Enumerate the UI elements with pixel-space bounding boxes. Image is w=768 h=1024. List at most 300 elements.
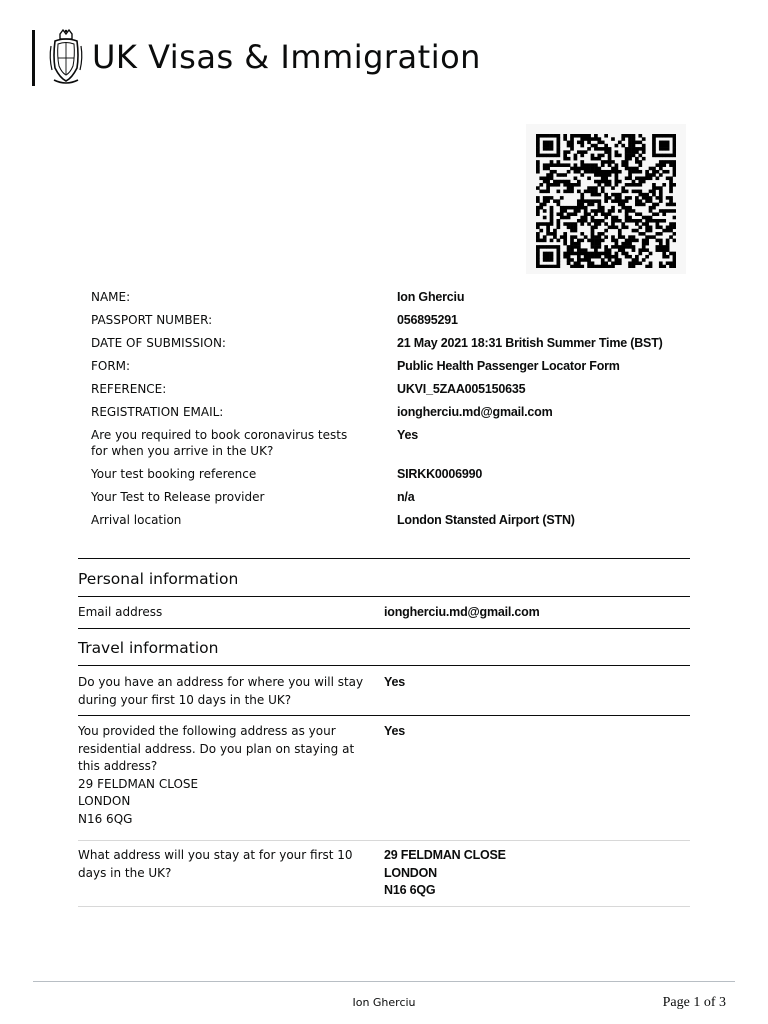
qr-module (587, 258, 591, 262)
qr-module (669, 134, 673, 138)
qr-module (597, 245, 601, 249)
qr-module (632, 167, 636, 171)
qr-module (550, 265, 554, 268)
qr-module (645, 229, 649, 233)
qr-module (601, 147, 605, 151)
qr-module (604, 245, 608, 249)
qr-module (587, 167, 591, 171)
qr-module (656, 134, 660, 138)
qr-module (584, 219, 588, 223)
qr-module (615, 258, 619, 262)
qr-module (536, 226, 540, 230)
qr-module (574, 183, 578, 187)
qr-module (567, 190, 571, 194)
qr-module (601, 176, 605, 180)
qr-module (625, 147, 629, 151)
qr-module (656, 154, 660, 158)
qr-module (543, 190, 547, 194)
qr-module (601, 212, 605, 216)
qr-module (611, 265, 615, 268)
qr-module (662, 134, 666, 138)
summary-label: PASSPORT NUMBER: (91, 313, 213, 327)
qr-module (656, 245, 660, 249)
qr-module (608, 160, 612, 164)
qr-module (625, 252, 629, 256)
qr-module (546, 199, 550, 203)
qr-module (570, 134, 574, 138)
qr-module (580, 219, 584, 223)
qr-module (615, 167, 619, 171)
qr-module (570, 186, 574, 190)
qr-module (662, 265, 666, 268)
qr-module (601, 160, 605, 164)
qr-module (591, 170, 595, 174)
qr-module (615, 219, 619, 223)
qr-module (615, 216, 619, 220)
qr-module (669, 226, 673, 230)
qr-module (652, 219, 656, 223)
qr-module (628, 154, 632, 158)
qr-module (587, 255, 591, 259)
qr-module (580, 248, 584, 252)
question-text: You provided the following address as your residential address. Do you plan on staying at this address? (78, 724, 355, 773)
qr-module (584, 163, 588, 167)
qr-module (567, 206, 571, 210)
qr-module (656, 226, 660, 230)
qr-module (669, 176, 673, 180)
qr-module (580, 163, 584, 167)
qr-module (591, 203, 595, 207)
qr-module (601, 239, 605, 243)
residential-address-answer: Yes (384, 724, 405, 738)
qr-module (556, 203, 560, 207)
qr-module (584, 199, 588, 203)
qr-module (594, 199, 598, 203)
address-question-answer: Yes (384, 675, 405, 689)
qr-module (587, 265, 591, 268)
qr-module (659, 173, 663, 177)
qr-module (632, 180, 636, 184)
qr-module (673, 258, 676, 262)
qr-module (553, 199, 557, 203)
qr-module (669, 199, 673, 203)
qr-module (611, 193, 615, 197)
qr-module (563, 157, 567, 161)
qr-module (628, 157, 632, 161)
qr-module (628, 242, 632, 246)
qr-module (550, 160, 554, 164)
qr-code-icon (536, 134, 676, 268)
qr-module (628, 167, 632, 171)
qr-module (570, 212, 574, 216)
qr-module (615, 173, 619, 177)
qr-module (536, 239, 540, 243)
row-divider (78, 906, 690, 907)
qr-module (625, 176, 629, 180)
qr-module (563, 232, 567, 236)
qr-module (584, 248, 588, 252)
qr-module (591, 229, 595, 233)
address-question-label: Do you have an address for where you will stay during your first 10 days in the UK? (78, 675, 364, 707)
qr-module (642, 196, 646, 200)
qr-module (645, 226, 649, 230)
qr-module (567, 226, 571, 230)
qr-module (543, 209, 547, 213)
qr-module (649, 219, 653, 223)
address-line: N16 6QG (78, 811, 133, 826)
qr-module (601, 232, 605, 236)
qr-module (652, 203, 656, 207)
qr-module (615, 154, 619, 158)
qr-module (645, 235, 649, 239)
personal-information-heading: Personal information (78, 570, 239, 588)
qr-module (601, 170, 605, 174)
qr-module (597, 219, 601, 223)
qr-module (645, 196, 649, 200)
qr-module (550, 176, 554, 180)
qr-module (673, 150, 676, 154)
qr-module (656, 248, 660, 252)
qr-module (615, 226, 619, 230)
qr-module (642, 248, 646, 252)
qr-module (615, 150, 619, 154)
travel-information-heading: Travel information (78, 639, 219, 657)
qr-module (632, 183, 636, 187)
qr-module (638, 183, 642, 187)
qr-module (536, 144, 540, 148)
summary-label: REGISTRATION EMAIL: (91, 405, 224, 419)
qr-module (577, 141, 581, 145)
qr-module (673, 137, 676, 141)
qr-module (673, 216, 676, 220)
qr-module (591, 154, 595, 158)
qr-module (591, 235, 595, 239)
qr-module (632, 190, 636, 194)
qr-module (574, 242, 578, 246)
qr-module (543, 235, 547, 239)
qr-module (615, 199, 619, 203)
qr-module (587, 261, 591, 265)
qr-module (604, 235, 608, 239)
qr-module (597, 180, 601, 184)
qr-module (645, 222, 649, 226)
qr-module (604, 199, 608, 203)
qr-module (556, 154, 560, 158)
qr-module (673, 255, 676, 259)
qr-module (580, 258, 584, 262)
qr-module (604, 134, 608, 138)
qr-module (567, 258, 571, 262)
qr-module (632, 235, 636, 239)
qr-module (642, 242, 646, 246)
qr-module (556, 163, 560, 167)
qr-module (597, 193, 601, 197)
qr-module (659, 141, 663, 145)
qr-module (539, 245, 543, 249)
qr-module (574, 265, 578, 268)
qr-module (574, 157, 578, 161)
qr-module (543, 176, 547, 180)
qr-module (567, 141, 571, 145)
qr-module (652, 183, 656, 187)
qr-module (632, 134, 636, 138)
qr-module (659, 261, 663, 265)
qr-module (604, 216, 608, 220)
qr-module (608, 209, 612, 213)
qr-module (550, 232, 554, 236)
qr-module (570, 167, 574, 171)
qr-module (601, 154, 605, 158)
qr-module (638, 134, 642, 138)
qr-module (673, 167, 676, 171)
qr-module (567, 255, 571, 259)
qr-module (536, 206, 540, 210)
qr-module (632, 245, 636, 249)
qr-module (550, 134, 554, 138)
qr-module (584, 255, 588, 259)
qr-module (601, 252, 605, 256)
qr-module (669, 180, 673, 184)
qr-module (618, 229, 622, 233)
qr-module (645, 193, 649, 197)
qr-module (649, 252, 653, 256)
address-line: LONDON (384, 865, 437, 880)
qr-module (604, 170, 608, 174)
qr-module (652, 235, 656, 239)
qr-module (546, 147, 550, 151)
qr-module (560, 235, 564, 239)
address-line: N16 6QG (384, 883, 436, 897)
qr-module (625, 255, 629, 259)
qr-module (638, 147, 642, 151)
qr-module (649, 196, 653, 200)
qr-module (662, 170, 666, 174)
qr-module (577, 239, 581, 243)
qr-module (632, 219, 636, 223)
qr-module (567, 180, 571, 184)
qr-module (604, 176, 608, 180)
qr-module (584, 170, 588, 174)
qr-module (669, 252, 673, 256)
qr-module (539, 183, 543, 187)
qr-module (632, 170, 636, 174)
qr-module (597, 147, 601, 151)
qr-module (536, 212, 540, 216)
qr-module (543, 163, 547, 167)
qr-module (652, 190, 656, 194)
qr-module (621, 190, 625, 194)
footer-divider (33, 981, 735, 982)
qr-module (628, 176, 632, 180)
qr-module (608, 150, 612, 154)
qr-module (553, 134, 557, 138)
qr-module (656, 239, 660, 243)
qr-module (625, 219, 629, 223)
summary-label: DATE OF SUBMISSION: (91, 336, 226, 350)
qr-module (577, 180, 581, 184)
qr-module (659, 196, 663, 200)
qr-module (635, 167, 639, 171)
qr-module (652, 167, 656, 171)
qr-module (601, 206, 605, 210)
qr-module (656, 203, 660, 207)
qr-module (625, 154, 629, 158)
qr-module (536, 170, 540, 174)
qr-module (580, 160, 584, 164)
qr-module (591, 226, 595, 230)
qr-module (536, 196, 540, 200)
qr-module (604, 222, 608, 226)
qr-module (669, 160, 673, 164)
qr-module (649, 199, 653, 203)
qr-module (543, 245, 547, 249)
qr-module (632, 265, 636, 268)
qr-module (563, 190, 567, 194)
qr-module (659, 265, 663, 268)
qr-module (625, 209, 629, 213)
qr-module (642, 180, 646, 184)
qr-module (618, 170, 622, 174)
qr-module (628, 147, 632, 151)
qr-module (550, 219, 554, 223)
qr-module (570, 239, 574, 243)
qr-module (632, 150, 636, 154)
qr-module (611, 219, 615, 223)
qr-module (649, 176, 653, 180)
qr-module (580, 203, 584, 207)
qr-module (577, 190, 581, 194)
row-divider (78, 840, 690, 841)
qr-module (628, 219, 632, 223)
qr-module (594, 245, 598, 249)
qr-module (635, 239, 639, 243)
qr-module (546, 229, 550, 233)
qr-module (628, 173, 632, 177)
summary-value: Ion Gherciu (397, 290, 465, 304)
qr-module (621, 203, 625, 207)
qr-module (574, 235, 578, 239)
qr-module (597, 173, 601, 177)
qr-module (659, 232, 663, 236)
qr-module (625, 239, 629, 243)
qr-module (618, 219, 622, 223)
first-10-days-address-answer (384, 847, 684, 900)
qr-module (666, 229, 670, 233)
summary-label: FORM: (91, 359, 131, 373)
qr-module (625, 206, 629, 210)
qr-module (594, 137, 598, 141)
qr-module (652, 150, 656, 154)
qr-module (543, 144, 547, 148)
qr-module (611, 160, 615, 164)
qr-module (597, 167, 601, 171)
qr-module (645, 170, 649, 174)
qr-module (556, 134, 560, 138)
qr-module (546, 232, 550, 236)
qr-module (584, 216, 588, 220)
qr-module (580, 232, 584, 236)
qr-module (580, 239, 584, 243)
qr-module (556, 212, 560, 216)
header-divider (32, 30, 35, 86)
qr-module (611, 235, 615, 239)
qr-module (594, 173, 598, 177)
qr-module (621, 252, 625, 256)
qr-module (577, 261, 581, 265)
qr-module (628, 216, 632, 220)
qr-module (556, 239, 560, 243)
qr-module (604, 196, 608, 200)
qr-module (625, 167, 629, 171)
qr-module (635, 219, 639, 223)
qr-module (567, 150, 571, 154)
qr-module (604, 261, 608, 265)
qr-module (656, 232, 660, 236)
qr-module (567, 157, 571, 161)
qr-module (587, 176, 591, 180)
qr-module (632, 209, 636, 213)
qr-module (591, 216, 595, 220)
qr-module (556, 183, 560, 187)
qr-module (594, 219, 598, 223)
qr-module (608, 248, 612, 252)
qr-module (574, 212, 578, 216)
qr-module (635, 150, 639, 154)
qr-module (645, 265, 649, 268)
qr-module (662, 229, 666, 233)
qr-module (618, 235, 622, 239)
qr-module (577, 170, 581, 174)
qr-module (642, 144, 646, 148)
qr-module (608, 173, 612, 177)
qr-module (577, 203, 581, 207)
qr-module (635, 229, 639, 233)
qr-module (673, 144, 676, 148)
qr-module (587, 203, 591, 207)
qr-module (553, 183, 557, 187)
qr-module (673, 141, 676, 145)
qr-module (645, 176, 649, 180)
qr-module (635, 141, 639, 145)
qr-module (563, 154, 567, 158)
qr-module (652, 193, 656, 197)
qr-module (584, 252, 588, 256)
qr-module (597, 242, 601, 246)
qr-module (597, 222, 601, 226)
qr-module (608, 212, 612, 216)
qr-module (652, 147, 656, 151)
qr-module (587, 186, 591, 190)
qr-module (669, 222, 673, 226)
qr-module (556, 219, 560, 223)
qr-module (591, 261, 595, 265)
qr-module (608, 163, 612, 167)
qr-module (615, 193, 619, 197)
qr-module (570, 242, 574, 246)
qr-module (580, 173, 584, 177)
qr-module (601, 180, 605, 184)
qr-module (577, 258, 581, 262)
qr-module (563, 163, 567, 167)
qr-module (649, 261, 653, 265)
qr-module (584, 190, 588, 194)
qr-module (577, 242, 581, 246)
qr-module (601, 209, 605, 213)
qr-module (597, 232, 601, 236)
qr-module (662, 141, 666, 145)
qr-module (570, 245, 574, 249)
qr-module (567, 216, 571, 220)
